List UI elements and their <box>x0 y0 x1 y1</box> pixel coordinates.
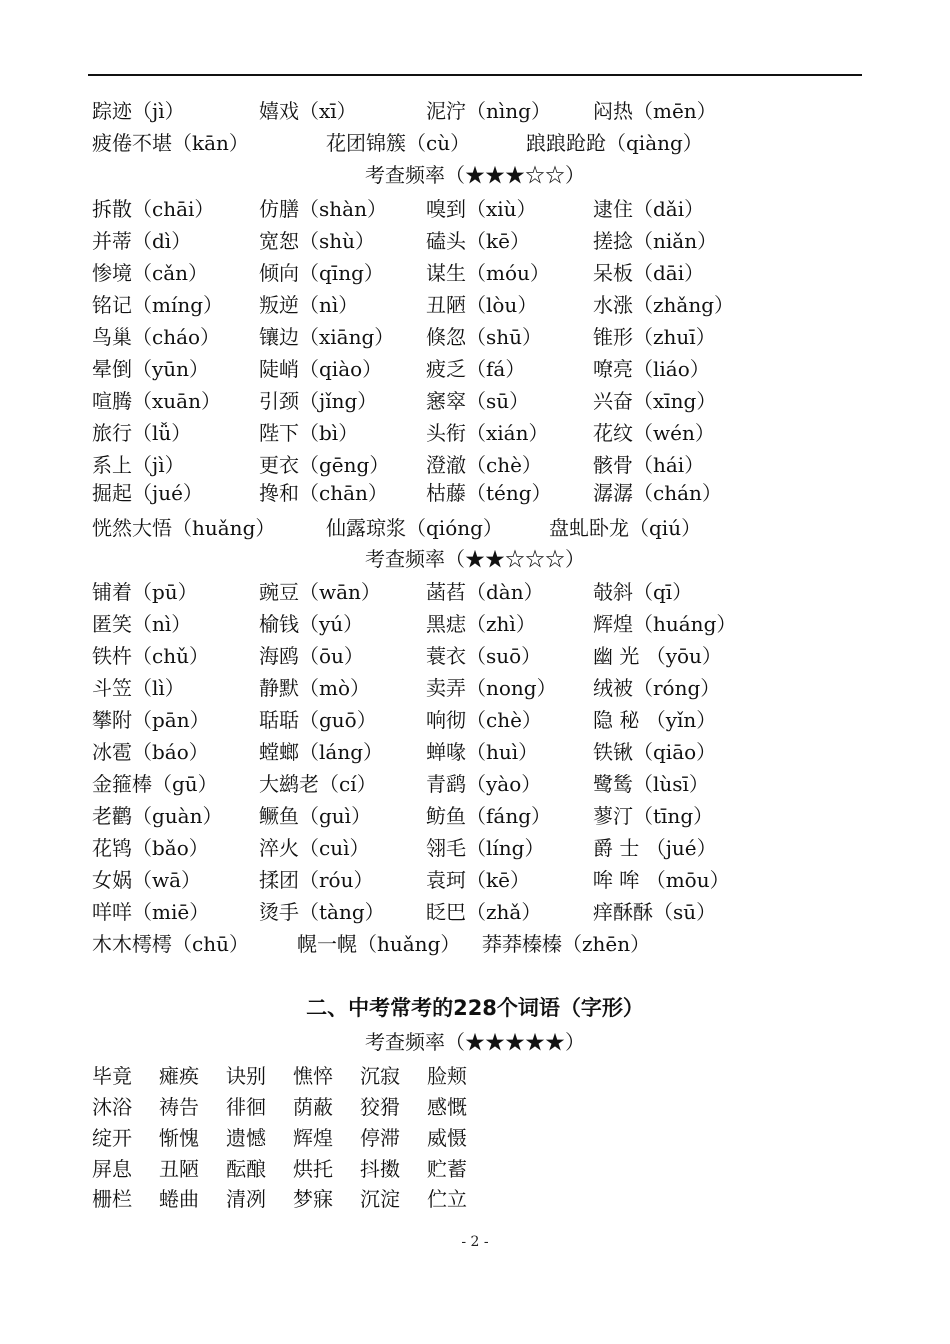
word-entry: 揉团（róu） <box>259 868 374 892</box>
page-number: - 2 - <box>461 1234 489 1250</box>
word-entry: 绽开 <box>92 1126 132 1150</box>
word-entry: 陛下（bì） <box>259 421 359 445</box>
word-entry: 烘托 <box>293 1157 333 1181</box>
word-entry: 淬火（cuì） <box>259 836 370 860</box>
word-entry: 哞 哞 （mōu） <box>593 868 730 892</box>
word-entry: 莽莽榛榛（zhēn） <box>482 932 651 956</box>
word-entry: 澄澈（chè） <box>426 453 542 477</box>
word-entry: 金箍棒（gū） <box>92 772 218 796</box>
word-entry: 清冽 <box>226 1187 266 1211</box>
word-entry: 袁珂（kē） <box>426 868 530 892</box>
word-entry: 头衔（xián） <box>426 421 549 445</box>
word-entry: 蓼汀（tīng） <box>593 804 714 828</box>
word-entry: 烫手（tàng） <box>259 900 385 924</box>
word-entry: 卖弄（nong） <box>426 676 557 700</box>
word-entry: 木木樗樗（chū） <box>92 932 249 956</box>
word-entry: 呆板（dāi） <box>593 261 705 285</box>
frequency-heading: 考查频率（★★☆☆☆） <box>365 547 585 571</box>
section-title: 二、中考常考的228个词语（字形） <box>306 996 644 1020</box>
word-entry: 陡峭（qiào） <box>259 357 383 381</box>
word-entry: 疲倦不堪（kān） <box>92 131 249 155</box>
word-entry: 痒酥酥（sū） <box>593 900 717 924</box>
word-entry: 铺着（pū） <box>92 580 198 604</box>
word-entry: 水涨（zhǎng） <box>593 293 735 317</box>
word-entry: 嘹亮（liáo） <box>593 357 710 381</box>
word-entry: 毕竟 <box>92 1064 132 1088</box>
word-entry: 花纹（wén） <box>593 421 715 445</box>
word-entry: 蝉喙（huì） <box>426 740 539 764</box>
word-entry: 喧腾（xuān） <box>92 389 221 413</box>
word-entry: 花鸨（bǎo） <box>92 836 209 860</box>
word-entry: 威慑 <box>427 1126 467 1150</box>
word-entry: 攀附（pān） <box>92 708 210 732</box>
word-entry: 女娲（wā） <box>92 868 202 892</box>
word-entry: 晕倒（yūn） <box>92 357 210 381</box>
word-entry: 骸骨（hái） <box>593 453 705 477</box>
word-entry: 青鹞（yào） <box>426 772 542 796</box>
word-entry: 搀和（chān） <box>259 481 388 505</box>
word-entry: 铁杵（chǔ） <box>92 644 209 668</box>
word-entry: 铭记（míng） <box>92 293 224 317</box>
word-entry: 逮住（dǎi） <box>593 197 705 221</box>
word-entry: 鳜鱼（guì） <box>259 804 372 828</box>
word-entry: 响彻（chè） <box>426 708 542 732</box>
word-entry: 锥形（zhuī） <box>593 325 716 349</box>
word-entry: 恍然大悟（huǎng） <box>92 516 276 540</box>
word-entry: 梦寐 <box>293 1187 333 1211</box>
word-entry: 搓捻（niǎn） <box>593 229 718 253</box>
word-entry: 蓑衣（suō） <box>426 644 542 668</box>
word-entry: 感慨 <box>427 1095 467 1119</box>
word-entry: 静默（mò） <box>259 676 371 700</box>
word-entry: 榆钱（yú） <box>259 612 364 636</box>
word-entry: 瘫痪 <box>159 1064 199 1088</box>
word-entry: 鹭鸶（lùsī） <box>593 772 709 796</box>
word-entry: 酝酿 <box>226 1157 266 1181</box>
word-entry: 沉寂 <box>360 1064 400 1088</box>
word-entry: 旅行（lǚ） <box>92 421 192 445</box>
word-entry: 辉煌（huáng） <box>593 612 737 636</box>
word-entry: 冰雹（báo） <box>92 740 209 764</box>
word-entry: 爵 士 （jué） <box>593 836 717 860</box>
word-entry: 辉煌 <box>293 1126 333 1150</box>
word-entry: 屏息 <box>92 1157 132 1181</box>
word-entry: 叛逆（nì） <box>259 293 359 317</box>
word-entry: 诀别 <box>226 1064 266 1088</box>
word-entry: 谋生（móu） <box>426 261 550 285</box>
word-entry: 盘虬卧龙（qiú） <box>549 516 702 540</box>
word-entry: 伫立 <box>427 1187 467 1211</box>
word-entry: 大鹚老（cí） <box>259 772 377 796</box>
word-entry: 系上（jì） <box>92 453 185 477</box>
word-entry: 老鹳（guàn） <box>92 804 223 828</box>
word-entry: 菡萏（dàn） <box>426 580 544 604</box>
word-entry: 丑陋（lòu） <box>426 293 538 317</box>
word-entry: 嬉戏（xī） <box>259 99 357 123</box>
word-entry: 螳螂（láng） <box>259 740 384 764</box>
frequency-heading: 考查频率（★★★★★） <box>365 1030 585 1054</box>
word-entry: 停滞 <box>360 1126 400 1150</box>
word-entry: 引颈（jǐng） <box>259 389 378 413</box>
word-entry: 抖擞 <box>360 1157 400 1181</box>
word-entry: 幌一幌（huǎng） <box>297 932 461 956</box>
word-entry: 隐 秘 （yǐn） <box>593 708 717 732</box>
word-entry: 惭愧 <box>159 1126 199 1150</box>
word-entry: 倏忽（shū） <box>426 325 543 349</box>
word-entry: 匿笑（nì） <box>92 612 192 636</box>
word-entry: 仙露琼浆（qióng） <box>326 516 503 540</box>
word-entry: 脸颊 <box>427 1064 467 1088</box>
word-entry: 踪迹（jì） <box>92 99 185 123</box>
word-entry: 惨境（cǎn） <box>92 261 209 285</box>
word-entry: 遗憾 <box>226 1126 266 1150</box>
word-entry: 鸟巢（cháo） <box>92 325 221 349</box>
word-entry: 翎毛（líng） <box>426 836 545 860</box>
word-entry: 绒被（róng） <box>593 676 721 700</box>
word-entry: 咩咩（miē） <box>92 900 210 924</box>
word-entry: 幽 光 （yōu） <box>593 644 722 668</box>
word-entry: 更衣（gēng） <box>259 453 390 477</box>
word-entry: 狡猾 <box>360 1095 400 1119</box>
word-entry: 仿膳（shàn） <box>259 197 387 221</box>
word-entry: 宽恕（shù） <box>259 229 376 253</box>
word-entry: 兴奋（xīng） <box>593 389 717 413</box>
word-entry: 磕头（kē） <box>426 229 530 253</box>
word-entry: 嗅到（xiù） <box>426 197 537 221</box>
word-entry: 闷热（mēn） <box>593 99 717 123</box>
word-entry: 沉淀 <box>360 1187 400 1211</box>
word-entry: 潺潺（chán） <box>593 481 722 505</box>
word-entry: 憔悴 <box>293 1064 333 1088</box>
word-entry: 祷告 <box>159 1095 199 1119</box>
word-entry: 铁锹（qiāo） <box>593 740 717 764</box>
word-entry: 丑陋 <box>159 1157 199 1181</box>
word-entry: 海鸥（ōu） <box>259 644 364 668</box>
word-entry: 拆散（chāi） <box>92 197 215 221</box>
word-entry: 贮蓄 <box>427 1157 467 1181</box>
word-entry: 黑痣（zhì） <box>426 612 536 636</box>
word-entry: 倾向（qīng） <box>259 261 384 285</box>
word-entry: 聒聒（guō） <box>259 708 377 732</box>
frequency-heading: 考查频率（★★★☆☆） <box>365 163 585 187</box>
word-entry: 花团锦簇（cù） <box>326 131 471 155</box>
word-entry: 枯藤（téng） <box>426 481 552 505</box>
word-entry: 疲乏（fá） <box>426 357 526 381</box>
word-entry: 并蒂（dì） <box>92 229 192 253</box>
word-entry: 泥泞（nìng） <box>426 99 551 123</box>
word-entry: 豌豆（wān） <box>259 580 381 604</box>
word-entry: 掘起（jué） <box>92 481 203 505</box>
word-entry: 窸窣（sū） <box>426 389 530 413</box>
word-entry: 沐浴 <box>92 1095 132 1119</box>
word-entry: 攲斜（qī） <box>593 580 693 604</box>
word-entry: 蜷曲 <box>159 1187 199 1211</box>
word-entry: 栅栏 <box>92 1187 132 1211</box>
word-entry: 鲂鱼（fáng） <box>426 804 552 828</box>
word-entry: 斗笠（lì） <box>92 676 185 700</box>
header-rule <box>88 74 862 76</box>
word-entry: 徘徊 <box>226 1095 266 1119</box>
word-entry: 镶边（xiāng） <box>259 325 395 349</box>
word-entry: 荫蔽 <box>293 1095 333 1119</box>
word-entry: 眨巴（zhǎ） <box>426 900 542 924</box>
word-entry: 踉踉跄跄（qiàng） <box>526 131 703 155</box>
